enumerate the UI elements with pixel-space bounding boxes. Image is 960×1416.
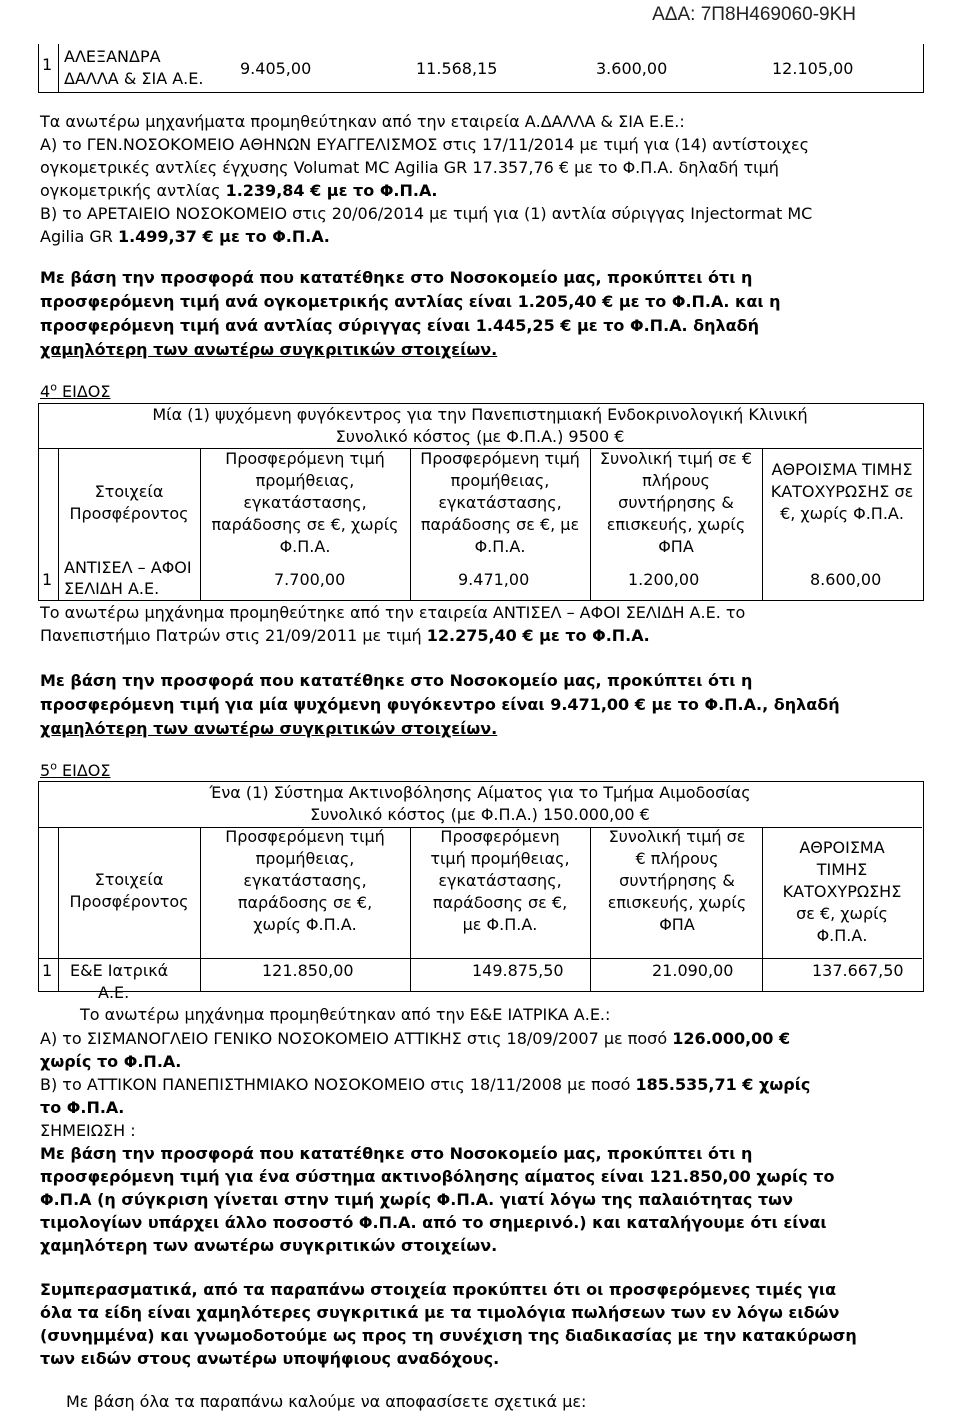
s4-total-cost: Συνολικό κόστος (με Φ.Π.Α.) 9500 € (335, 427, 625, 446)
s4-header-maintenance: Συνολική τιμή σε € πλήρους συντήρησης & επισκευής, χωρίς ΦΠΑ (599, 449, 753, 556)
table3-value-3: 3.600,00 (596, 59, 668, 78)
s5-value-3: 21.090,00 (652, 961, 734, 980)
final-statement: Με βάση όλα τα παραπάνω καλούμε να αποφασίσετε σχετικά με: (66, 1392, 587, 1411)
table3-value-1: 9.405,00 (240, 59, 312, 78)
s4-row-num: 1 (42, 570, 53, 589)
s3-para-line2: προσφερόμενη τιμή ανά ογκομετρικής αντλίας είναι 1.205,40 € με το Φ.Π.Α. και η (40, 292, 781, 311)
s4-value-4: 8.600,00 (810, 570, 882, 589)
s3-line6 (40, 226, 330, 248)
s5-value-1: 121.850,00 (262, 961, 354, 980)
s3-line4-text: ογκομετρικής αντλίας (40, 181, 226, 200)
s5-header-total: ΑΘΡΟΙΣΜΑ ΤΙΜΗΣ ΚΑΤΟΧΥΡΩΣΗΣ σε €, χωρίς Φ.Π.Α. (782, 838, 902, 945)
s5-heading: $5^o$ ΕΙΔΟΣ (40, 759, 111, 780)
table3-value-2: 11.568,15 (416, 59, 498, 78)
s4-line1: Το ανωτέρω μηχάνημα προμηθεύτηκε από την εταιρεία ΑΝΤΙΣΕΛ – ΑΦΟΙ ΣΕΛΙΔΗ Α.Ε. το (40, 603, 746, 622)
table3-row-num: 1 (42, 55, 53, 74)
s4-para-line3: χαμηλότερη των ανωτέρω συγκριτικών στοιχείων. (40, 719, 498, 738)
s5-para-line4: τιμολογίων υπάρχει άλλο ποσοστό Φ.Π.Α. από το σημερινό.) και καταλήγουμε ότι είναι (40, 1213, 827, 1232)
s3-line6-price: 1.499,37 € με το Φ.Π.Α. (117, 227, 330, 246)
s3-line5: Β) το ΑΡΕΤΑΙΕΙΟ ΝΟΣΟΚΟΜΕΙΟ στις 20/06/2014 με τιμή για (1) αντλία σύριγγας Injectormat MC (40, 204, 813, 223)
s5-header-price-vat: Προσφερόμενη τιμή προμήθειας, εγκατάστασης, παράδοσης σε €, με Φ.Π.Α. (430, 827, 570, 934)
s4-heading: $4^o$ ΕΙΔΟΣ (40, 380, 111, 401)
s5-para-line2: προσφερόμενη τιμή για ένα σύστημα ακτινοβόλησης αίματος είναι 121.850,00 χωρίς το (40, 1167, 835, 1186)
conclusion-line2: όλα τα είδη είναι χαμηλότερες συγκριτικά με τα τιμολόγια πωλήσεων των εν λόγω ειδών (40, 1303, 840, 1322)
s5-header-vendor: Στοιχεία Προσφέροντος (69, 870, 189, 911)
s4-vendor-line1: ΑΝΤΙΣΕΛ – ΑΦΟΙ (64, 558, 192, 577)
s4-header-vendor: Στοιχεία Προσφέροντος (69, 482, 189, 523)
s4-title: Μία (1) ψυχόμενη φυγόκεντρος για την Πανεπιστημιακή Ενδοκρινολογική Κλινική (152, 405, 808, 424)
s4-para-line2: προσφερόμενη τιμή για μία ψυχόμενη φυγόκεντρο είναι 9.471,00 € με το Φ.Π.Α., δηλαδή (40, 695, 840, 714)
s4-header-price-no-vat: Προσφερόμενη τιμή προμήθειας, εγκατάστασης, παράδοσης σε €, χωρίς Φ.Π.Α. (211, 449, 399, 556)
s3-line2: Α) το ΓΕΝ.ΝΟΣΟΚΟΜΕΙΟ ΑΘΗΝΩΝ ΕΥΑΓΓΕΛΙΣΜΟΣ στις 17/11/2014 με τιμή για (14) αντίστοιχες (40, 135, 810, 154)
s5-line3: χωρίς το Φ.Π.Α. (40, 1052, 182, 1071)
s4-value-1: 7.700,00 (274, 570, 346, 589)
s4-value-2: 9.471,00 (458, 570, 530, 589)
s4-para-line1: Με βάση την προσφορά που κατατέθηκε στο Νοσοκομείο μας, προκύπτει ότι η (40, 671, 753, 690)
s5-para-line5: χαμηλότερη των ανωτέρω συγκριτικών στοιχείων. (40, 1236, 498, 1255)
s4-line2-text: Πανεπιστήμιο Πατρών στις 21/09/2011 με τιμή (40, 626, 427, 645)
s5-total-cost: Συνολικό κόστος (με Φ.Π.Α.) 150.000,00 € (310, 805, 650, 824)
ada-code: ΑΔΑ: 7Π8Η469060-9ΚΗ (652, 4, 856, 25)
s3-line4-price: 1.239,84 € με το Φ.Π.Α. (225, 181, 438, 200)
s4-vendor-line2: ΣΕΛΙΔΗ Α.Ε. (64, 579, 160, 598)
s5-line2-text: Α) το ΣΙΣΜΑΝΟΓΛΕΙΟ ΓΕΝΙΚΟ ΝΟΣΟΚΟΜΕΙΟ ΑΤΤΙΚΗΣ στις 18/09/2007 με ποσό (40, 1029, 673, 1048)
s5-line2 (40, 1028, 790, 1050)
s5-vendor-line1: Ε&Ε Ιατρικά (70, 961, 169, 980)
conclusion-line1: Συμπερασματικά, από τα παραπάνω στοιχεία προκύπτει ότι οι προσφερόμενες τιμές για (40, 1280, 837, 1299)
s3-para-line4: χαμηλότερη των ανωτέρω συγκριτικών στοιχείων. (40, 340, 498, 359)
s5-line4-text: Β) το ΑΤΤΙΚΟΝ ΠΑΝΕΠΙΣΤΗΜΙΑΚΟ ΝΟΣΟΚΟΜΕΙΟ στις 18/11/2008 με ποσό (40, 1075, 636, 1094)
conclusion-line4: των ειδών στους ανωτέρω υποψήφιους αναδόχους. (40, 1349, 500, 1368)
table3-value-4: 12.105,00 (772, 59, 854, 78)
s3-line3: ογκομετρικές αντλίες έγχυσης Volumat MC Agilia GR 17.357,76 € με το Φ.Π.Α. δηλαδή τιμή (40, 158, 779, 177)
s4-header-price-vat: Προσφερόμενη τιμή προμήθειας, εγκατάστασης, παράδοσης σε €, με Φ.Π.Α. (420, 449, 580, 556)
s3-line1: Τα ανωτέρω μηχανήματα προμηθεύτηκαν από την εταιρεία Α.ΔΑΛΛΑ & ΣΙΑ Ε.Ε.: (40, 112, 685, 131)
s5-line4-price: 185.535,71 € χωρίς (635, 1075, 811, 1094)
s5-line1: Το ανωτέρω μηχάνημα προμηθεύτηκαν από την Ε&Ε ΙΑΤΡΙΚΑ Α.Ε.: (80, 1005, 611, 1024)
s5-note-label: ΣΗΜΕΙΩΣΗ : (40, 1121, 136, 1140)
s5-value-4: 137.667,50 (812, 961, 904, 980)
s5-line5: το Φ.Π.Α. (40, 1098, 125, 1117)
s5-line2-price: 126.000,00 € (672, 1029, 791, 1048)
s5-header-maintenance: Συνολική τιμή σε € πλήρους συντήρησης & επισκευής, χωρίς ΦΠΑ (607, 827, 747, 934)
s3-para-line1: Με βάση την προσφορά που κατατέθηκε στο Νοσοκομείο μας, προκύπτει ότι η (40, 268, 753, 287)
s5-value-2: 149.875,50 (472, 961, 564, 980)
s3-line4 (40, 180, 437, 202)
s5-vendor-line2: Α.Ε. (98, 983, 130, 1002)
s5-para-line1: Με βάση την προσφορά που κατατέθηκε στο Νοσοκομείο μας, προκύπτει ότι η (40, 1144, 753, 1163)
table3-vendor-line2: ΔΑΛΛΑ & ΣΙΑ Α.Ε. (64, 69, 204, 88)
s4-line2-price: 12.275,40 € με το Φ.Π.Α. (426, 626, 650, 645)
s5-header-price-no-vat: Προσφερόμενη τιμή προμήθειας, εγκατάστασης, παράδοσης σε €, χωρίς Φ.Π.Α. (225, 827, 385, 934)
s5-line4 (40, 1074, 810, 1096)
s4-value-3: 1.200,00 (628, 570, 700, 589)
s4-line2 (40, 625, 650, 647)
s4-header-total: ΑΘΡΟΙΣΜΑ ΤΙΜΗΣ ΚΑΤΟΧΥΡΩΣΗΣ σε €, χωρίς Φ.Π.Α. (770, 460, 914, 523)
s5-para-line3: Φ.Π.Α (η σύγκριση γίνεται στην τιμή χωρίς Φ.Π.Α. γιατί λόγω της παλαιότητας των (40, 1190, 793, 1209)
s5-title: Ένα (1) Σύστημα Ακτινοβόλησης Αίματος για το Τμήμα Αιμοδοσίας (209, 783, 751, 802)
s3-para-line3: προσφερόμενη τιμή ανά αντλίας σύριγγας είναι 1.445,25 € με το Φ.Π.Α. δηλαδή (40, 316, 760, 335)
s5-row-num: 1 (42, 961, 53, 980)
s3-line6-text: Agilia GR (40, 227, 118, 246)
table3-vendor-line1: ΑΛΕΞΑΝΔΡΑ (64, 47, 161, 66)
conclusion-line3: (συνημμένα) και γνωμοδοτούμε ως προς τη συνέχιση της διαδικασίας με την κατακύρωση (40, 1326, 857, 1345)
